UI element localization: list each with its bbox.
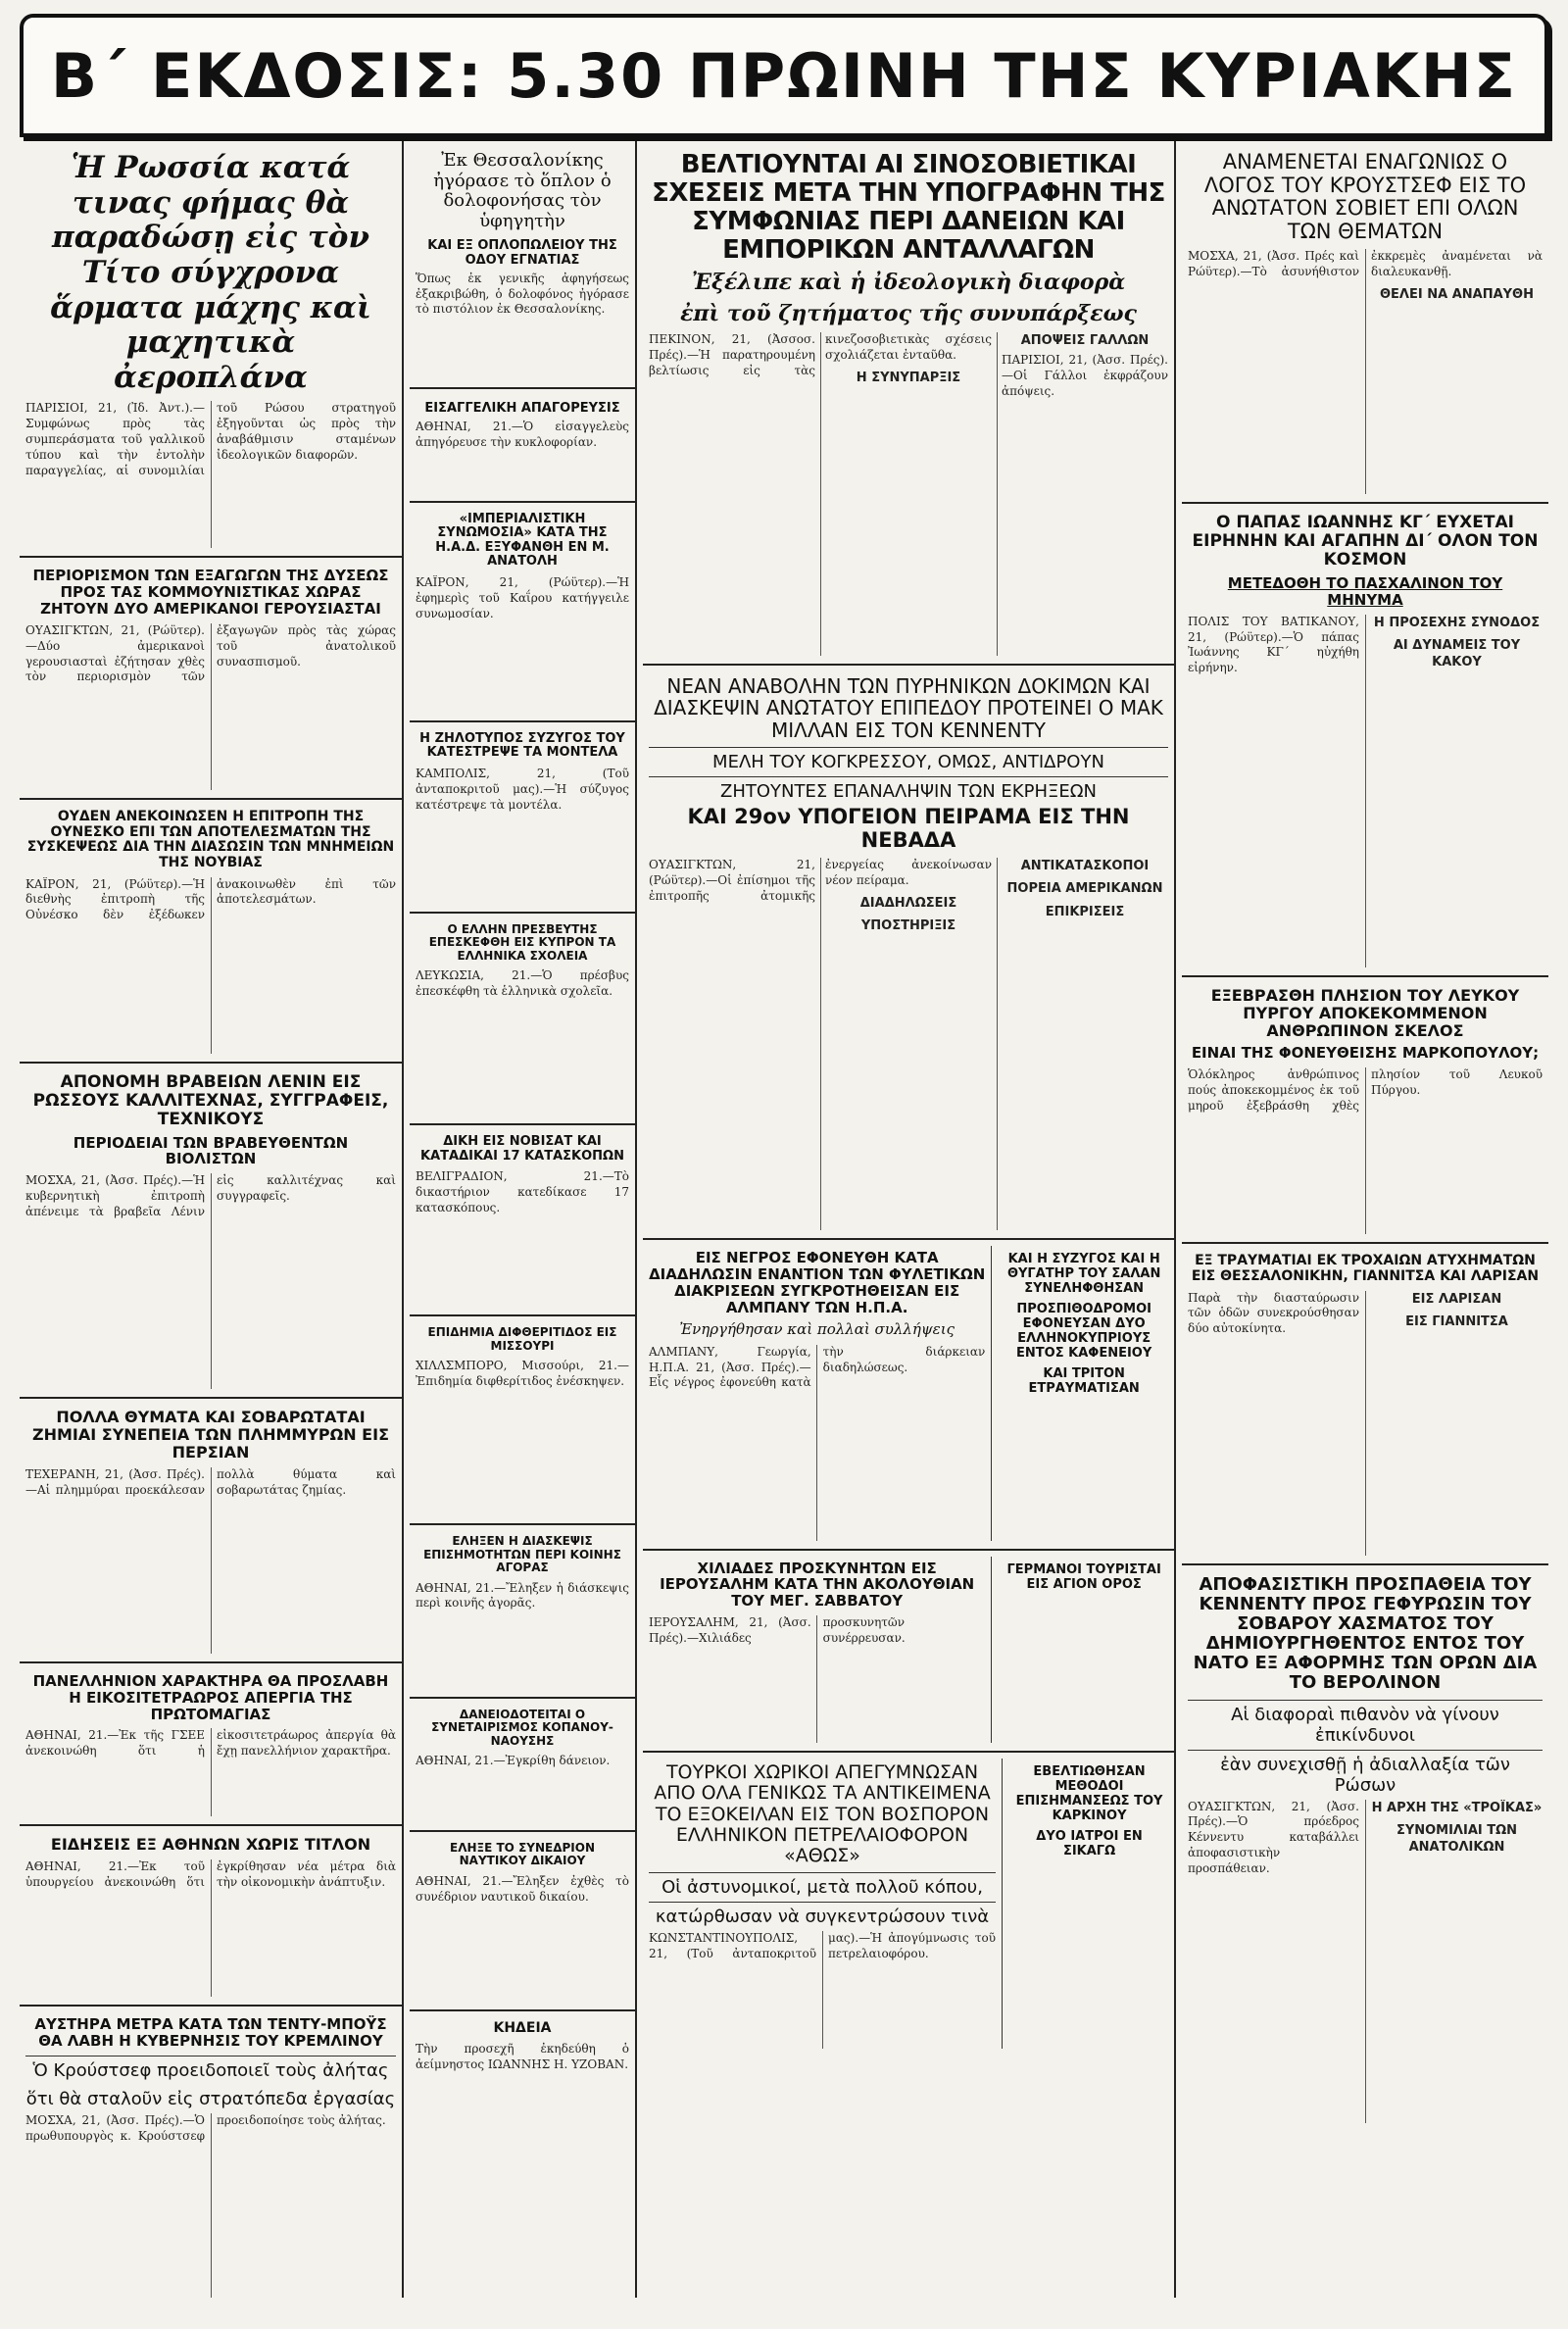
column-1 — [20, 141, 404, 2298]
article-text: ΚΩΝΣΤΑΝΤΙΝΟΥΠΟΛΙΣ, 21, (Τοῦ ἀνταποκριτοῦ μας).—Ἡ ἀπογύμνωσις τοῦ πετρελαιοφόρου. — [649, 1931, 997, 1961]
article-prosecutor-ban — [410, 389, 635, 503]
subheadline-2: ἐὰν συνεχισθῇ ἡ ἀδιαλλαξία τῶν Ρώσων — [1188, 1750, 1543, 1796]
subheadline: ΠΕΡΙΟΔΕΙΑΙ ΤΩΝ ΒΡΑΒΕΥΘΕΝΤΩΝ ΒΙΟΛΙΣΤΩΝ — [73, 1133, 349, 1168]
headline: ΑΥΣΤΗΡΑ ΜΕΤΡΑ ΚΑΤΑ ΤΩΝ ΤΕΝΤΥ-ΜΠΟΫΣ ΘΑ ΛΑΒΗ Η ΚΥΒΕΡΝΗΣΙΣ ΤΟΥ ΚΡΕΜΛΙΝΟΥ — [34, 2015, 387, 2051]
headline: ΝΕΑΝ ΑΝΑΒΟΛΗΝ ΤΩΝ ΠΥΡΗΝΙΚΩΝ ΔΟΚΙΜΩΝ ΚΑΙ ΔΙΑΣΚΕΨΙΝ ΑΝΩΤΑΤΟΥ ΕΠΙΠΕΔΟΥ ΠΡΟΤΕΙΝΕΙ Ο ΜΑΚ ΜΙΛΛΑΝ ΕΙΣ ΤΟΝ ΚΕΝΝΕΝΤΥ — [654, 674, 1163, 742]
article-text: ΜΟΣΧΑ, 21, (Ἀσσ. Πρές).—Ἡ κυβερνητικὴ ἐπιτροπὴ ἀπένειμε τὰ βραβεῖα Λένιν εἰς καλλιτέχνας καὶ συγγραφεῖς. — [25, 1173, 396, 1218]
article-lenin-prizes — [20, 1064, 402, 1400]
article-jerusalem — [643, 1551, 1174, 1753]
section-heading: ΠΟΡΕΙΑ ΑΜΕΡΙΚΑΝΩΝ — [1006, 881, 1163, 897]
section-heading: Η ΠΡΟΣΕΧΗΣ ΣΥΝΟΔΟΣ — [1373, 615, 1541, 630]
article-text: ΑΘΗΝΑΙ, 21.—Ἔληξεν ἐχθὲς τὸ συνέδριον ναυτικοῦ δικαίου. — [416, 1873, 629, 1904]
article-text: ΧΙΛΛΣΜΠΟΡΟ, Μισσούρι, 21.—Ἐπιδημία διφθερίτιδος ἐνέσκηψεν. — [416, 1359, 629, 1389]
subheadline-3: ΚΑΙ 29ον ΥΠΟΓΕΙΟΝ ΠΕΙΡΑΜΑ ΕΙΣ ΤΗΝ ΝΕΒΑΔΑ — [687, 805, 1130, 852]
albany-column — [649, 1246, 992, 1540]
side-column — [1000, 1557, 1168, 1743]
article-text: ΟΥΑΣΙΓΚΤΩΝ, 21, (Ρώϋτερ).—Δύο ἀμερικανοὶ γερουσιασταὶ ἐζήτησαν χθὲς τὸν περιορισμὸν τῶν ἐξαγωγῶν πρὸς τὰς χώρας τοῦ ἀνατολικοῦ συνασπισμοῦ. — [25, 622, 396, 684]
article-russia-tito — [20, 141, 402, 558]
headline: ΕΙΔΗΣΕΙΣ ΕΞ ΑΘΗΝΩΝ ΧΩΡΙΣ ΤΙΤΛΟΝ — [50, 1835, 371, 1855]
article-dateline: ΜΟΣΧΑ, 21, (Ἀσσ. Πρές καὶ Ρώϋτερ).—Τὸ ἀσυνήθιστον ἐκκρεμὲς ἀναμένεται νὰ διαλευκανθῇ. — [1188, 249, 1543, 278]
tanker-column — [649, 1759, 1003, 2049]
article-text: ΑΘΗΝΑΙ, 21.—Ὁ εἰσαγγελεὺς ἀπηγόρευσε τὴν κυκλοφορίαν. — [416, 419, 629, 449]
article-text: ΒΕΛΙΓΡΑΔΙΟΝ, 21.—Τὸ δικαστήριον κατεδίκασε 17 κατασκόπους. — [416, 1169, 629, 1215]
article-athens-news — [20, 1826, 402, 2007]
subheadline-2: ἐπὶ τοῦ ζητήματος τῆς συνυπάρξεως — [680, 300, 1137, 326]
article-tanker-athos — [643, 1753, 1174, 2056]
headline: ΚΑΙ Η ΣΥΖΥΓΟΣ ΚΑΙ Η ΘΥΓΑΤΗΡ ΤΟΥ ΣΑΛΑΝ ΣΥΝΕΛΗΦΘΗΣΑΝ — [1006, 1252, 1161, 1297]
subheadline-1: Αἱ διαφοραὶ πιθανὸν νὰ γίνουν ἐπικίνδυνοι — [1188, 1700, 1543, 1746]
article-may-day-strike — [20, 1663, 402, 1826]
article-text: ΚΑΪΡΟΝ, 21, (Ρώϋτερ).—Ἡ διεθνὴς ἐπιτροπὴ τῆς Οὐνέσκο δὲν ἐξέδωκεν ἀνακοινωθὲν ἐπὶ τῶν ἀποτελεσμάτων. — [25, 876, 396, 922]
headline: ΧΙΛΙΑΔΕΣ ΠΡΟΣΚΥΝΗΤΩΝ ΕΙΣ ΙΕΡΟΥΣΑΛΗΜ ΚΑΤΑ ΤΗΝ ΑΚΟΛΟΥΘΙΑΝ ΤΟΥ ΜΕΓ. ΣΑΒΒΑΤΟΥ — [660, 1559, 975, 1610]
section-heading: ΑΠΟΨΕΙΣ ΓΑΛΛΩΝ — [1020, 333, 1150, 349]
headline: ΚΑΙ ΤΡΙΤΟΝ ΕΤΡΑΥΜΑΤΙΣΑΝ — [1028, 1366, 1140, 1397]
section-heading: Η ΣΥΝΥΠΑΡΞΙΣ — [856, 370, 961, 385]
columns — [20, 141, 1548, 2298]
article-text: ΑΘΗΝΑΙ, 21.—Ἐγκρίθη δάνειον. — [416, 1753, 611, 1767]
article-text — [1188, 249, 1543, 494]
article-text: Τὴν προσεχῆ ἐκηδεύθη ὁ ἀείμνηστος ΙΩΑΝΝΗΣ Η. ΥΖΟΒΑΝ. — [416, 2042, 629, 2072]
section-heading: ΑΝΤΙΚΑΤΑΣΚΟΠΟΙ — [1020, 859, 1150, 874]
subheadline-1: ΜΕΛΗ ΤΟΥ ΚΟΓΚΡΕΣΣΟΥ, ΟΜΩΣ, ΑΝΤΙΔΡΟΥΝ — [649, 747, 1168, 772]
subheadline: ΜΕΤΕΔΟΘΗ ΤΟ ΠΑΣΧΑΛΙΝΟΝ ΤΟΥ ΜΗΝΥΜΑ — [1227, 574, 1503, 609]
article-text: Ὁλόκληρος ἀνθρώπινος πούς ἀποκεκομμένος ἐκ τοῦ μηροῦ ἐξεβράσθη χθὲς πλησίον τοῦ Λευκοῦ Πύργου. — [1188, 1067, 1543, 1113]
edition-banner — [20, 14, 1548, 137]
headline: «ΙΜΠΕΡΙΑΛΙΣΤΙΚΗ ΣΥΝΩΜΟΣΙΑ» ΚΑΤΑ ΤΗΣ Η.Α.Δ. ΕΞΥΦΑΝΘΗ ΕΝ Μ. ΑΝΑΤΟΛΗ — [435, 511, 610, 570]
article-dateline: ΟΥΑΣΙΓΚΤΩΝ, 21, (Ρώϋτερ).—Οἱ ἐπίσημοι τῆς ἐπιτροπῆς ἀτομικῆς ἐνεργείας ἀνεκοίνωσαν νέον πείραμα. — [649, 858, 992, 903]
headline: ΤΟΥΡΚΟΙ ΧΩΡΙΚΟΙ ΑΠΕΓΥΜΝΩΣΑΝ ΑΠΟ ΟΛΑ ΓΕΝΙΚΩΣ ΤΑ ΑΝΤΙΚΕΙΜΕΝΑ ΤΟ ΕΞΟΚΕΙΛΑΝ ΕΙΣ ΤΟΝ ΒΟΣΠΟΡΟΝ ΕΛΛΗΝΙΚΟΝ ΠΕΤΡΕΛΑΙΟΦΟΡΟΝ «ΑΘΩΣ» — [654, 1761, 991, 1867]
headline: ΔΙΚΗ ΕΙΣ ΝΟΒΙΣΑΤ ΚΑΙ ΚΑΤΑΔΙΚΑΙ 17 ΚΑΤΑΣΚΟΠΩΝ — [420, 1134, 624, 1164]
headline: ΠΡΟΣΠΙΘΟΔΡΟΜΟΙ ΕΦΟΝΕΥΣΑΝ ΔΥΟ ΕΛΛΗΝΟΚΥΠΡΙΟΥΣ ΕΝΤΟΣ ΚΑΦΕΝΕΙΟΥ — [1016, 1302, 1152, 1362]
article-text: ΛΕΥΚΩΣΙΑ, 21.—Ὁ πρέσβυς ἐπεσκέφθη τὰ ἑλληνικὰ σχολεῖα. — [416, 968, 629, 999]
article-albany-riot — [643, 1240, 1174, 1550]
article-text: ΚΑΜΠΟΛΙΣ, 21, (Τοῦ ἀνταποκριτοῦ μας).—Ἡ σύζυγος κατέστρεψε τὰ μοντέλα. — [416, 767, 629, 812]
section-heading: ΑΙ ΔΥΝΑΜΕΙΣ ΤΟΥ ΚΑΚΟΥ — [1393, 637, 1521, 670]
article-text — [1188, 615, 1543, 967]
section-heading: ΕΙΣ ΓΙΑΝΝΙΤΣΑ — [1405, 1313, 1508, 1329]
column-4 — [1182, 141, 1548, 2298]
article-persia-floods — [20, 1399, 402, 1663]
article-text: ΙΕΡΟΥΣΑΛΗΜ, 21, (Ἀσσ. Πρές).—Χιλιάδες προσκυνητῶν συνέρρευσαν. — [649, 1615, 906, 1645]
jerusalem-column — [649, 1557, 992, 1743]
subheadline-2: κατώρθωσαν νὰ συγκεντρώσουν τινὰ — [649, 1902, 996, 1927]
headline: ΔΑΝΕΙΟΔΟΤΕΙΤΑΙ Ο ΣΥΝΕΤΑΙΡΙΣΜΟΣ ΚΟΠΑΝΟΥ-ΝΑΟΥΣΗΣ — [431, 1707, 613, 1748]
article-imperialist-plot — [410, 503, 635, 722]
article-text: ΑΘΗΝΑΙ, 21.—Ἐκ τῆς ΓΣΕΕ ἀνεκοινώθη ὅτι ἡ εἰκοσιτετράωρος ἀπεργία θὰ ἔχῃ πανελλήνιον χαρακτῆρα. — [25, 1728, 396, 1759]
headline: ΕΞ ΤΡΑΥΜΑΤΙΑΙ ΕΚ ΤΡΟΧΑΙΩΝ ΑΤΥΧΗΜΑΤΩΝ ΕΙΣ ΘΕΣΣΑΛΟΝΙΚΗΝ, ΓΙΑΝΝΙΤΣΑ ΚΑΙ ΛΑΡΙΣΑΝ — [1191, 1253, 1540, 1284]
split-row — [649, 1246, 1168, 1540]
subheadline: ΕΙΝΑΙ ΤΗΣ ΦΟΝΕΥΘΕΙΣΗΣ ΜΑΡΚΟΠΟΥΛΟΥ; — [1191, 1044, 1540, 1063]
article-text: ΚΑΪΡΟΝ, 21, (Ρώϋτερ).—Ἡ ἐφημερὶς τοῦ Καΐρου κατήγγειλε συνωμοσίαν. — [416, 574, 629, 620]
article-maritime-congress — [410, 1832, 635, 2011]
section-heading: ΕΙΣ ΛΑΡΙΣΑΝ — [1411, 1291, 1502, 1307]
article-white-tower-leg — [1182, 977, 1548, 1245]
subheadline: ΚΑΙ ΕΞ ΟΠΛΟΠΩΛΕΙΟΥ ΤΗΣ ΟΔΟΥ ΕΓΝΑΤΙΑΣ — [427, 237, 617, 268]
headline: ΕΞΕΒΡΑΣΘΗ ΠΛΗΣΙΟΝ ΤΟΥ ΛΕΥΚΟΥ ΠΥΡΓΟΥ ΑΠΟΚΕΚΟΜΜΕΝΟΝ ΑΝΘΡΩΠΙΝΟΝ ΣΚΕΛΟΣ — [1210, 985, 1520, 1040]
headline: ΕΒΕΛΤΙΩΘΗΣΑΝ ΜΕΘΟΔΟΙ ΕΠΙΣΗΜΑΝΣΕΩΣ ΤΟΥ ΚΑΡΚΙΝΟΥ — [1015, 1764, 1163, 1824]
article-dateline: ΠΕΚΙΝΟΝ, 21, (Ἀσσοσ. Πρές).—Ἡ παρατηρουμένη βελτίωσις εἰς τὰς κινεζοσοβιετικὰς σχέσεις σχολιάζεται ἐνταῦθα. — [649, 332, 992, 377]
subheadline-2: ὅτι θὰ σταλοῦν εἰς στρατόπεδα ἐργασίας — [25, 2088, 396, 2109]
headline: ΠΑΝΕΛΛΗΝΙΟΝ ΧΑΡΑΚΤΗΡΑ ΘΑ ΠΡΟΣΛΑΒΗ Η ΕΙΚΟΣΙΤΕΤΡΑΩΡΟΣ ΑΠΕΡΓΙΑ ΤΗΣ ΠΡΩΤΟΜΑΓΙΑΣ — [32, 1671, 389, 1723]
article-ambassador-cyprus — [410, 914, 635, 1125]
article-text — [649, 858, 1168, 1230]
headline: ΠΕΡΙΟΡΙΣΜΟΝ ΤΩΝ ΕΞΑΓΩΓΩΝ ΤΗΣ ΔΥΣΕΩΣ ΠΡΟΣ ΤΑΣ ΚΟΜΜΟΥΝΙΣΤΙΚΑΣ ΧΩΡΑΣ ΖΗΤΟΥΝ ΔΥΟ ΑΜΕΡΙΚΑΝΟΙ ΓΕΡΟΥΣΙΑΣΤΑΙ — [32, 567, 389, 619]
article-text: ΤΕΧΕΡΑΝΗ, 21, (Ἀσσ. Πρές).—Αἱ πλημμύραι προεκάλεσαν πολλὰ θύματα καὶ σοβαρωτάτας ζημίας. — [25, 1466, 396, 1497]
article-text: Ὅπως ἐκ γενικῆς ἀφηγήσεως ἐξακριβώθη, ὁ δολοφόνος ἠγόρασε τὸ πιστόλιον ἐκ Θεσσαλονίκης. — [416, 271, 629, 317]
headline: ΑΝΑΜΕΝΕΤΑΙ ΕΝΑΓΩΝΙΩΣ Ο ΛΟΓΟΣ ΤΟΥ ΚΡΟΥΣΤΣΕΦ ΕΙΣ ΤΟ ΑΝΩΤΑΤΟΝ ΣΟΒΙΕΤ ΕΠΙ ΟΛΩΝ ΤΩΝ ΘΕΜΑΤΩΝ — [1203, 150, 1527, 243]
headline: Ἐκ Θεσσαλονίκης ἠγόρασε τὸ ὅπλον ὁ δολοφονήσας τὸν ὑφηγητὴν — [433, 150, 612, 232]
article-text — [649, 332, 1168, 656]
headline: ΕΛΗΞΕΝ Η ΔΙΑΣΚΕΨΙΣ ΕΠΙΣΗΜΟΤΗΤΩΝ ΠΕΡΙ ΚΟΙΝΗΣ ΑΓΟΡΑΣ — [423, 1534, 621, 1575]
edition-title: Β΄ ΕΚΔΟΣΙΣ: 5.30 ΠΡΩΙΝΗ ΤΗΣ ΚΥΡΙΑΚΗΣ — [50, 39, 1518, 112]
headline: ΕΛΗΞΕ ΤΟ ΣΥΝΕΔΡΙΟΝ ΝΑΥΤΙΚΟΥ ΔΙΚΑΙΟΥ — [450, 1840, 595, 1868]
article-thessaloniki-weapon — [410, 141, 635, 389]
article-dateline: ΠΟΛΙΣ ΤΟΥ ΒΑΤΙΚΑΝΟΥ, 21, (Ρώϋτερ).—Ὁ πάπας Ἰωάννης ΚΓ΄ ηὐχήθη εἰρήνην. — [1188, 614, 1359, 675]
headline: ΔΥΟ ΙΑΤΡΟΙ ΕΝ ΣΙΚΑΓΩ — [1036, 1829, 1143, 1859]
article-dateline: Παρὰ τὴν διασταύρωσιν τῶν ὁδῶν συνεκρούσθησαν δύο αὐτοκίνητα. — [1188, 1290, 1359, 1336]
article-traffic-accidents — [1182, 1244, 1548, 1564]
article-dateline: ΟΥΑΣΙΓΚΤΩΝ, 21, (Ἀσσ. Πρές).—Ὁ πρόεδρος Κέννεντυ καταβάλλει ἀποφασιστικὴν προσπάθειαν. — [1188, 1799, 1359, 1875]
headline: ΚΗΔΕΙΑ — [493, 2019, 552, 2036]
headline: Ο ΕΛΛΗΝ ΠΡΕΣΒΕΥΤΗΣ ΕΠΕΣΚΕΦΘΗ ΕΙΣ ΚΥΠΡΟΝ ΤΑ ΕΛΛΗΝΙΚΑ ΣΧΟΛΕΙΑ — [428, 922, 616, 963]
subheadline-2: ΖΗΤΟΥΝΤΕΣ ΕΠΑΝΑΛΗΨΙΝ ΤΩΝ ΕΚΡΗΞΕΩΝ — [649, 776, 1168, 802]
headline: ΠΟΛΛΑ ΘΥΜΑΤΑ ΚΑΙ ΣΟΒΑΡΩΤΑΤΑΙ ΖΗΜΙΑΙ ΣΥΝΕΠΕΙΑ ΤΩΝ ΠΛΗΜΜΥΡΩΝ ΕΙΣ ΠΕΡΣΙΑΝ — [31, 1408, 389, 1462]
article-nuclear-tests — [643, 666, 1174, 1240]
headline: ΕΙΣΑΓΓΕΛΙΚΗ ΑΠΑΓΟΡΕΥΣΙΣ — [424, 400, 620, 416]
section-heading: ΘΕΛΕΙ ΝΑ ΑΝΑΠΑΥΘΗ — [1380, 286, 1534, 302]
section-text: ΠΑΡΙΣΙΟΙ, 21, (Ἀσσ. Πρές).—Οἱ Γάλλοι ἐκφράζουν ἀπόψεις. — [1002, 353, 1168, 398]
section-heading: ΣΥΝΟΜΙΛΙΑΙ ΤΩΝ ΑΝΑΤΟΛΙΚΩΝ — [1396, 1822, 1518, 1855]
article-kennedy-nato — [1182, 1565, 1548, 2131]
article-text: ΜΟΣΧΑ, 21, (Ἀσσ. Πρές).—Ὁ πρωθυπουργὸς κ. Κρούστσεφ προειδοποίησε τοὺς ἀλήτας. — [25, 2112, 386, 2143]
article-diphtheria — [410, 1316, 635, 1525]
section-heading: ΥΠΟΣΤΗΡΙΞΙΣ — [860, 918, 956, 934]
split-row — [649, 1557, 1168, 1743]
subheadline-1: Ἐξέλιπε καὶ ἡ ἰδεολογικὴ διαφορὰ — [691, 270, 1126, 296]
section-heading: ΔΙΑΔΗΛΩΣΕΙΣ — [859, 895, 957, 911]
headline: ΟΥΔΕΝ ΑΝΕΚΟΙΝΩΣΕΝ Η ΕΠΙΤΡΟΠΗ ΤΗΣ ΟΥΝΕΣΚΟ ΕΠΙ ΤΩΝ ΑΠΟΤΕΛΕΣΜΑΤΩΝ ΤΗΣ ΣΥΣΚΕΨΕΩΣ ΔΙΑ ΤΗΝ ΔΙΑΣΩΣΙΝ ΤΩΝ ΜΝΗΜΕΙΩΝ ΤΗΣ ΝΟΥΒΙΑΣ — [26, 808, 395, 870]
article-text: ΠΑΡΙΣΙΟΙ, 21, (Ἰδ. Ἀντ.).—Συμφώνως πρὸς τὰς συμπεράσματα τοῦ γαλλικοῦ τύπου καὶ τὴν ἐντολὴν παραγγελίας, αἱ συνομιλίαι τοῦ Ρώσου στρατηγοῦ ἐξηγοῦνται ὡς πρὸς τὴν ἀναβάθμισιν σταμένων ἰδεολογικῶν διαφορῶν. — [25, 401, 396, 477]
side-column — [1000, 1246, 1168, 1540]
article-common-market — [410, 1525, 635, 1698]
article-unesco-nubia — [20, 800, 402, 1064]
article-text: ΑΛΜΠΑΝΥ, Γεωργία, Η.Π.Α. 21, (Ἀσσ. Πρές).—Εἷς νέγρος ἐφονεύθη κατὰ τὴν διάρκειαν διαδηλώσεως. — [649, 1344, 986, 1390]
article-pope-easter — [1182, 504, 1548, 977]
article-novisad-trial — [410, 1125, 635, 1316]
article-export-limits — [20, 558, 402, 799]
side-column — [1010, 1759, 1168, 2049]
article-text: ΑΘΗΝΑΙ, 21.—Ἐκ τοῦ ὑπουργείου ἀνεκοινώθη ὅτι ἐγκρίθησαν νέα μέτρα διὰ τὴν οἰκονομικὴν ἀνάπτυξιν. — [25, 1859, 396, 1890]
article-khrushchev-speech — [1182, 141, 1548, 504]
headline: ΕΙΣ ΝΕΓΡΟΣ ΕΦΟΝΕΥΘΗ ΚΑΤΑ ΔΙΑΔΗΛΩΣΙΝ ΕΝΑΝΤΙΟΝ ΤΩΝ ΦΥΛΕΤΙΚΩΝ ΔΙΑΚΡΙΣΕΩΝ ΣΥΓΚΡΟΤΗΘΕΙΣΑΝ ΕΙΣ ΑΛΜΠΑΝΥ ΤΩΝ Η.Π.Α. — [649, 1249, 986, 1316]
headline: ΕΠΙΔΗΜΙΑ ΔΙΦΘΕΡΙΤΙΔΟΣ ΕΙΣ ΜΙΣΣΟΥΡΙ — [427, 1325, 617, 1353]
article-cooperative-loan — [410, 1699, 635, 1832]
column-2 — [410, 141, 637, 2298]
article-text — [1188, 1800, 1543, 2123]
split-row — [649, 1759, 1168, 2049]
headline: Η ΖΗΛΟΤΥΠΟΣ ΣΥΖΥΓΟΣ ΤΟΥ ΚΑΤΕΣΤΡΕΨΕ ΤΑ ΜΟΝΤΕΛΑ — [419, 730, 625, 761]
section-heading: Η ΑΡΧΗ ΤΗΣ «ΤΡΟΪΚΑΣ» — [1371, 1800, 1543, 1815]
headline: ΑΠΟΝΟΜΗ ΒΡΑΒΕΙΩΝ ΛΕΝΙΝ ΕΙΣ ΡΩΣΣΟΥΣ ΚΑΛΛΙΤΕΧΝΑΣ, ΣΥΓΓΡΑΦΕΙΣ, ΤΕΧΝΙΚΟΥΣ — [32, 1071, 389, 1129]
article-teddy-boys — [20, 2007, 402, 2298]
column-3 — [643, 141, 1176, 2298]
subheadline-1: Οἱ ἀστυνομικοί, μετὰ πολλοῦ κόπου, — [649, 1872, 996, 1898]
section-heading: ΕΠΙΚΡΙΣΕΙΣ — [1045, 904, 1125, 919]
headline: Ἡ Ρωσσία κατά τινας φήμας θὰ παραδώσῃ εἰς τὸν Τίτο σύγχρονα ἅρματα μάχης καὶ μαχητικὰ ἀεροπλάνα — [50, 150, 371, 395]
newspaper-page — [20, 14, 1548, 2298]
article-funeral — [410, 2011, 635, 2188]
headline: ΒΕΛΤΙΟΥΝΤΑΙ ΑΙ ΣΙΝΟΣΟΒΙΕΤΙΚΑΙ ΣΧΕΣΕΙΣ ΜΕΤΑ ΤΗΝ ΥΠΟΓΡΑΦΗΝ ΤΗΣ ΣΥΜΦΩΝΙΑΣ ΠΕΡΙ ΔΑΝΕΙΩΝ ΚΑΙ ΕΜΠΟΡΙΚΩΝ ΑΝΤΑΛΛΑΓΩΝ — [652, 150, 1165, 266]
article-sino-soviet — [643, 141, 1174, 666]
headline: ΓΕΡΜΑΝΟΙ ΤΟΥΡΙΣΤΑΙ ΕΙΣ ΑΓΙΟΝ ΟΡΟΣ — [1006, 1561, 1161, 1592]
article-text — [1188, 1291, 1543, 1556]
headline: ΑΠΟΦΑΣΙΣΤΙΚΗ ΠΡΟΣΠΑΘΕΙΑ ΤΟΥ ΚΕΝΝΕΝΤΥ ΠΡΟΣ ΓΕΦΥΡΩΣΙΝ ΤΟΥ ΣΟΒΑΡΟΥ ΧΑΣΜΑΤΟΣ ΤΟΥ ΔΗΜΙΟΥΡΓΗΘΕΝΤΟΣ ΕΝΤΟΣ ΤΟΥ ΝΑΤΟ ΕΞ ΑΦΟΡΜΗΣ ΤΩΝ ΟΡΩΝ ΔΙΑ ΤΟ ΒΕΡΟΛΙΝΟΝ — [1193, 1573, 1538, 1694]
headline: Ο ΠΑΠΑΣ ΙΩΑΝΝΗΣ ΚΓ΄ ΕΥΧΕΤΑΙ ΕΙΡΗΝΗΝ ΚΑΙ ΑΓΑΠΗΝ ΔΙ΄ ΟΛΟΝ ΤΟΝ ΚΟΣΜΟΝ — [1192, 513, 1539, 570]
subheadline-1: Ὁ Κρούστσεφ προειδοποιεῖ τοὺς ἀλήτας — [25, 2056, 396, 2081]
article-text: ΑΘΗΝΑΙ, 21.—Ἔληξεν ἡ διάσκεψις περὶ κοινῆς ἀγορᾶς. — [416, 1580, 629, 1610]
subheadline: Ἐνηργήθησαν καὶ πολλαὶ συλλήψεις — [679, 1320, 956, 1339]
article-jealous-wife — [410, 722, 635, 914]
